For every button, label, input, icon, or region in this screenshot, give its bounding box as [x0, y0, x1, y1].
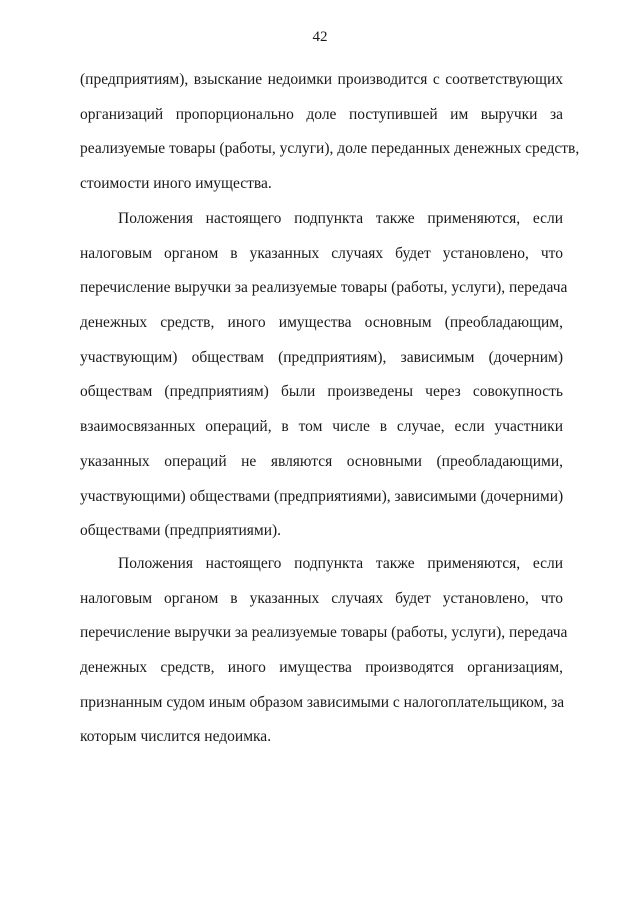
- paragraph-line: признанным судом иным образом зависимыми с налогоплательщиком, за: [80, 693, 565, 711]
- paragraph-line: обществам (предприятиям) были произведены через совокупность: [80, 383, 563, 401]
- paragraph-line: денежных средств, иного имущества производятся организациям,: [80, 659, 563, 677]
- paragraph-line: указанных операций не являются основными (преобладающими,: [80, 452, 563, 470]
- paragraph-line: перечисление выручки за реализуемые товары (работы, услуги), передача: [80, 279, 568, 297]
- paragraph-line: участвующими) обществами (предприятиями), зависимыми (дочерними): [80, 487, 564, 505]
- paragraph-line: перечисление выручки за реализуемые товары (работы, услуги), передача: [80, 624, 568, 642]
- page-number: 42: [312, 29, 328, 45]
- paragraph-line: организаций пропорционально доле поступившей им выручки за: [80, 105, 563, 123]
- paragraph-1: [80, 69, 580, 208]
- paragraph-line: которым числится недоимка.: [80, 728, 272, 746]
- paragraph-line: обществами (предприятиями).: [80, 522, 282, 540]
- paragraph-line: реализуемые товары (работы, услуги), доле переданных денежных средств,: [80, 140, 580, 158]
- paragraph-line: стоимости иного имущества.: [80, 175, 272, 193]
- paragraph-line: (предприятиям), взыскание недоимки производится с соответствующих: [80, 71, 563, 88]
- paragraph-line: налоговым органом в указанных случаях будет установлено, что: [80, 589, 563, 607]
- paragraph-line: налоговым органом в указанных случаях будет установлено, что: [80, 244, 563, 262]
- paragraph-line: участвующим) обществам (предприятиям), зависимым (дочерним): [80, 348, 563, 366]
- paragraph-line: Положения настоящего подпункта также применяются, если: [118, 210, 563, 227]
- paragraph-line: Положения настоящего подпункта также применяются, если: [118, 555, 563, 572]
- paragraph-line: денежных средств, иного имущества основным (преобладающим,: [80, 314, 563, 332]
- paragraph-3: [80, 553, 568, 761]
- paragraph-2: [80, 208, 568, 555]
- paragraph-line: взаимосвязанных операций, в том числе в случае, если участники: [80, 418, 563, 436]
